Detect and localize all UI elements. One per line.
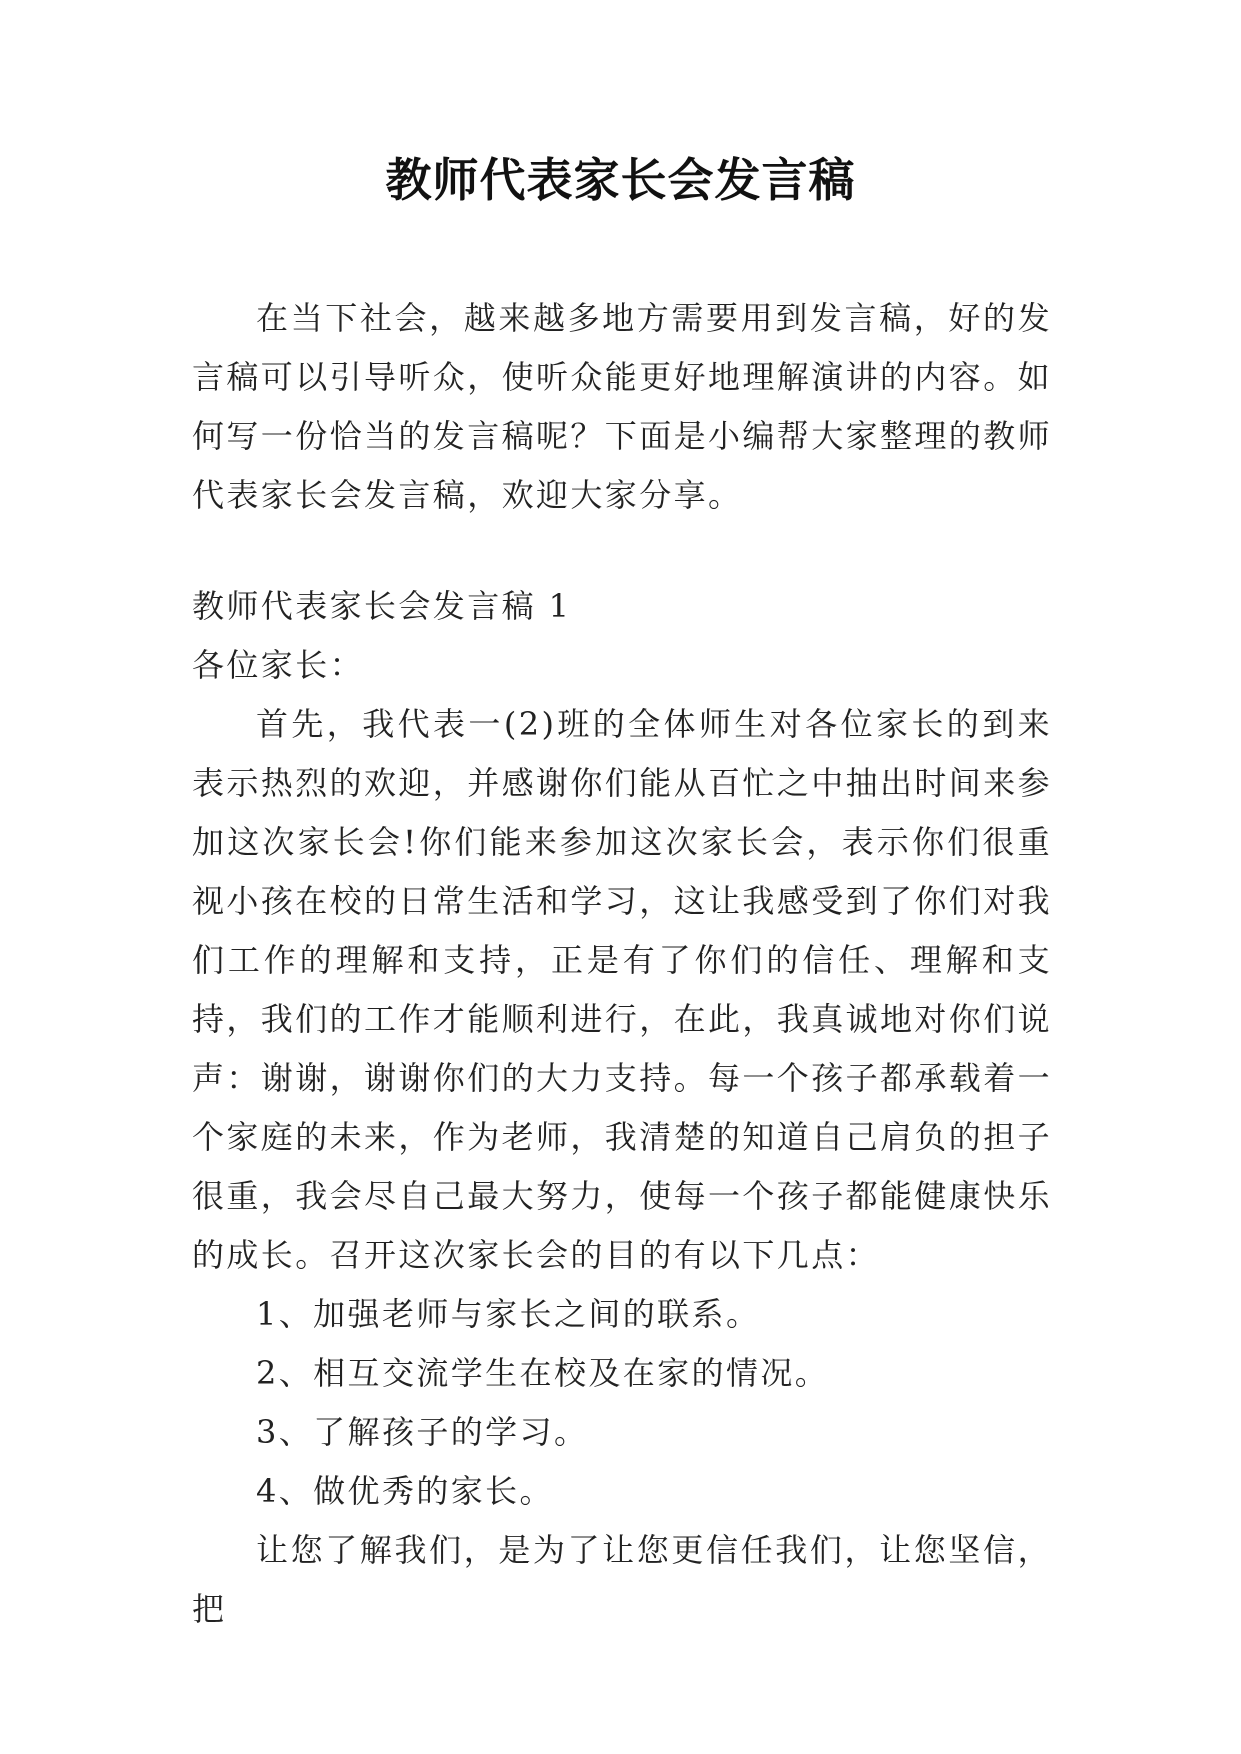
speech-paragraph-2: 让您了解我们，是为了让您更信任我们，让您坚信，把 — [192, 1531, 1052, 1628]
salutation: 各位家长： — [192, 646, 365, 684]
list-item: 4、做优秀的家长。 — [256, 1472, 554, 1510]
section-heading: 教师代表家长会发言稿 1 — [192, 587, 572, 625]
document-title: 教师代表家长会发言稿 — [385, 153, 856, 207]
list-item: 1、加强老师与家长之间的联系。 — [256, 1295, 761, 1333]
list-item: 2、相互交流学生在校及在家的情况。 — [256, 1354, 830, 1392]
intro-block — [192, 289, 1052, 525]
speech-block — [192, 577, 1052, 1639]
speech-paragraph-1: 首先，我代表一(2)班的全体师生对各位家长的到来表示热烈的欢迎，并感谢你们能从百忙之中抽出时间来参加这次家长会!你们能来参加这次家长会，表示你们很重视小孩在校的日常生活和学习，这让我感受到了你们对我们工作的理解和支持，正是有了你们的信任、理解和支持，我们的工作才能顺利进行，在此，我真诚地对你们说声：谢谢，谢谢你们的大力支持。每一个孩子都承载着一个家庭的未来，作为老师，我清楚的知道自己肩负的担子很重，我会尽自己最大努力，使每一个孩子都能健康快乐的成长。召开这次家长会的目的有以下几点： — [192, 705, 1053, 1274]
list-item: 3、了解孩子的学习。 — [256, 1413, 589, 1451]
intro-paragraph: 在当下社会，越来越多地方需要用到发言稿，好的发言稿可以引导听众，使听众能更好地理解演讲的内容。如何写一份恰当的发言稿呢？下面是小编帮大家整理的教师代表家长会发言稿，欢迎大家分享。 — [192, 299, 1053, 514]
